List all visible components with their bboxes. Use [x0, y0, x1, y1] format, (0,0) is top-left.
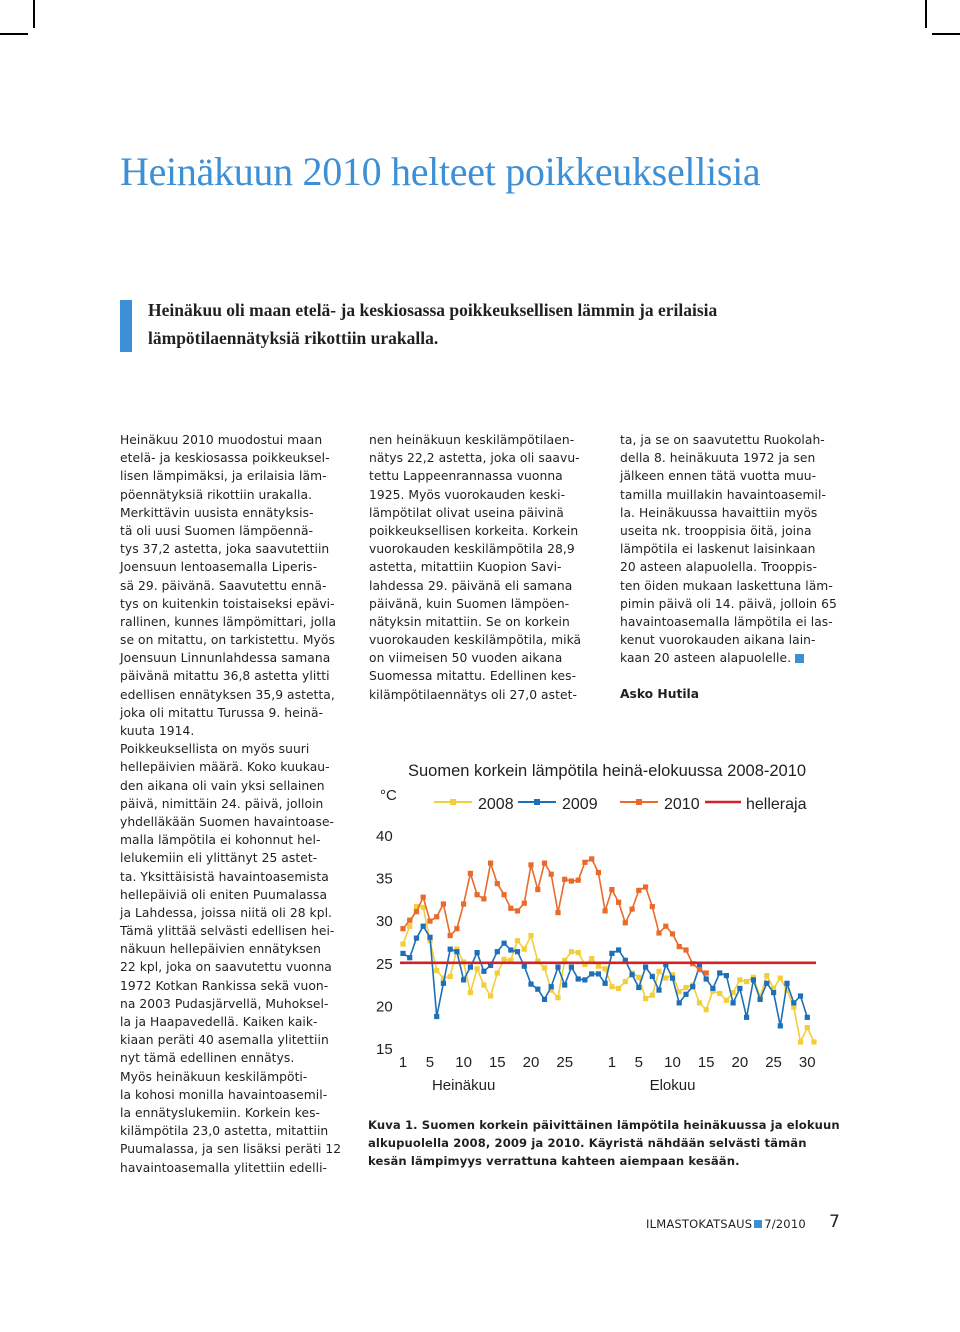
data-point-2009: [502, 941, 507, 946]
data-point-2009: [441, 981, 446, 986]
data-point-2008: [764, 973, 769, 978]
crop-mark: [33, 0, 35, 28]
body-text-line: lelukemiin eli ylittänyt 25 astet-: [120, 851, 318, 866]
body-text-line: poikkeuksellisen korkeita. Korkein: [369, 523, 579, 538]
x-tick-label: 20: [522, 1054, 540, 1071]
body-text-line: tettu Lappeenrannassa vuonna: [369, 469, 563, 484]
data-point-2010: [697, 967, 702, 972]
body-text-line: 1925. Myös vuorokauden keski-: [369, 487, 566, 502]
data-point-2008: [697, 1000, 702, 1005]
body-text-line: kenut vuorokauden aikana lain-: [620, 633, 816, 648]
crop-mark: [932, 33, 960, 35]
data-point-2008: [407, 924, 412, 929]
data-point-2009: [771, 990, 776, 995]
data-point-2009: [609, 951, 614, 956]
data-point-2008: [656, 969, 661, 974]
data-point-2009: [805, 1015, 810, 1020]
data-point-2009: [400, 951, 405, 956]
body-text-line: 22 kpl, joka on saavutettu vuonna: [120, 960, 332, 975]
body-text-line: Tämä ylittää selvästi edellisen hei-: [120, 924, 335, 939]
body-text-line: 1972 Kotkan Rankissa sekä vuon-: [120, 978, 329, 993]
x-tick-label: 25: [765, 1054, 782, 1071]
body-text-line: ta. Yksittäisistä havaintoasemista: [120, 869, 329, 884]
body-text-line: la kohosi monilla havaintoasemil-: [120, 1087, 328, 1102]
body-text-line: etelä- ja keskiosassa poikkeuksel-: [120, 451, 330, 466]
body-text-line: ten öiden mukaan laskettuna läm-: [620, 578, 833, 593]
caption-line: alkupuolella 2008, 2009 ja 2010. Käyristä nähdään selvästi tämän: [368, 1136, 807, 1150]
series-line-2008: [403, 907, 814, 1042]
data-point-2009: [764, 981, 769, 986]
body-text-line: ja Lahdessa, joissa niitä oli 28 kpl.: [120, 905, 333, 920]
author: Asko Hutila: [620, 687, 700, 701]
data-point-2010: [683, 947, 688, 952]
y-tick-label: 20: [376, 998, 393, 1016]
data-point-2008: [522, 947, 527, 952]
data-point-2009: [555, 965, 560, 970]
data-point-2010: [535, 887, 540, 892]
data-point-2010: [643, 884, 648, 889]
data-point-2009: [542, 997, 547, 1002]
data-point-2010: [576, 878, 581, 883]
data-point-2010: [502, 892, 507, 897]
data-point-2010: [441, 901, 446, 906]
body-text-line: havaintoasemalla ylitettiin edelli-: [120, 1160, 328, 1175]
data-point-2008: [569, 949, 574, 954]
x-tick-label: 5: [634, 1054, 643, 1071]
data-point-2010: [650, 904, 655, 909]
body-text-line: kilämpötila 23,0 astetta, mitattiin: [120, 1124, 329, 1139]
body-text-line: näkuun hellepäivien ennätyksen: [120, 942, 322, 957]
data-point-2010: [400, 926, 405, 931]
body-text-line: useita nk. trooppisia öitä, joina: [620, 523, 812, 538]
data-point-2008: [555, 995, 560, 1000]
data-point-2009: [468, 965, 473, 970]
data-point-2008: [589, 956, 594, 961]
data-point-2009: [737, 986, 742, 991]
data-point-2009: [798, 993, 803, 998]
data-point-2009: [414, 936, 419, 941]
y-tick-label: 35: [376, 870, 393, 888]
data-point-2010: [427, 919, 432, 924]
body-text-line: tä oli uusi Suomen lämpöennä-: [120, 523, 314, 538]
data-point-2008: [737, 977, 742, 982]
body-text-line: tys on kuitenkin toistaiseksi epävi-: [120, 596, 335, 611]
body-text-line: nen heinäkuun keskilämpötilaen-: [369, 433, 575, 447]
lead-accent-bar: [120, 300, 132, 352]
x-group-label: Elokuu: [649, 1077, 696, 1094]
crop-mark: [925, 0, 927, 28]
data-point-2009: [704, 976, 709, 981]
data-point-2008: [603, 966, 608, 971]
data-point-2008: [528, 933, 533, 938]
data-point-2009: [784, 981, 789, 986]
body-text-line: Myös heinäkuun keskilämpöti-: [120, 1069, 308, 1084]
data-point-2008: [744, 979, 749, 984]
y-tick-label: 30: [376, 913, 393, 931]
data-point-2009: [427, 935, 432, 940]
data-point-2008: [798, 1039, 803, 1044]
footer-publication: [646, 1217, 806, 1231]
data-point-2010: [656, 930, 661, 935]
data-point-2009: [690, 984, 695, 989]
temperature-chart: [366, 752, 826, 1102]
data-point-2010: [663, 924, 668, 929]
body-text-line: Puumalassa, ja sen lisäksi peräti 12: [120, 1142, 342, 1157]
legend-label-2008: 2008: [478, 796, 514, 813]
data-point-2009: [596, 971, 601, 976]
body-text-line: vuorokauden keskilämpötila 28,9: [369, 542, 575, 557]
body-text-line: rallinen, kunnes lämpömittari, jolla: [120, 614, 337, 629]
x-tick-label: 15: [697, 1054, 715, 1071]
body-text-line: Merkittävin uusista ennätyksis-: [120, 505, 314, 520]
y-tick-label: 40: [376, 828, 393, 846]
body-text-line: on viimeisen 50 vuoden aikana: [369, 651, 563, 666]
data-point-2009: [582, 977, 587, 982]
body-text-line: lisen lämpimäksi, ja erilaisia läm-: [120, 469, 327, 484]
body-text-line: Joensuun Linnunlahdessa samana: [120, 651, 331, 666]
data-point-2009: [616, 947, 621, 952]
data-point-2010: [414, 909, 419, 914]
data-point-2009: [448, 947, 453, 952]
body-text-line: nyt tämä edellinen ennätys.: [120, 1051, 295, 1066]
data-point-2010: [495, 881, 500, 886]
body-text-line: malla lämpötila ei kohonnut hel-: [120, 833, 321, 848]
x-tick-label: 10: [664, 1054, 681, 1071]
body-text-line: yhdelläkään Suomen havaintoase-: [120, 814, 335, 829]
y-tick-label: 15: [376, 1041, 393, 1058]
data-point-2009: [475, 950, 480, 955]
data-point-2009: [535, 987, 540, 992]
data-point-2009: [528, 982, 533, 987]
body-text-line: Heinäkuu 2010 muodostui maan: [120, 433, 323, 447]
data-point-2008: [596, 964, 601, 969]
data-point-2009: [778, 1023, 783, 1028]
data-point-2010: [677, 944, 682, 949]
body-text-line: pöennätyksiä rikottiin urakalla.: [120, 487, 313, 502]
x-tick-label: 5: [425, 1054, 435, 1071]
data-point-2010: [542, 861, 547, 866]
body-text-line: lämpötilat olivat useina päivinä: [369, 505, 564, 520]
data-point-2008: [805, 1025, 810, 1030]
x-tick-label: 30: [798, 1054, 816, 1071]
data-point-2008: [636, 975, 641, 980]
data-point-2008: [650, 993, 655, 998]
data-point-2008: [481, 982, 486, 987]
data-point-2009: [677, 1000, 682, 1005]
data-point-2009: [562, 982, 567, 987]
data-point-2010: [609, 887, 614, 892]
legend-marker-2009: [534, 799, 540, 805]
body-text-line: päivänä mitattu 36,8 astetta ylitti: [120, 669, 330, 684]
x-tick-label: 25: [556, 1054, 574, 1071]
data-point-2010: [589, 856, 594, 861]
data-point-2009: [421, 924, 426, 929]
data-point-2008: [448, 974, 453, 979]
page-number: 7: [829, 1212, 840, 1232]
data-point-2010: [549, 872, 554, 877]
body-text-line: pimin päivä oli 14. päivä, jolloin 65: [620, 596, 837, 611]
data-point-2010: [434, 914, 439, 919]
body-column-2: [369, 431, 594, 704]
data-point-2010: [569, 878, 574, 883]
body-text-line: joka oli mitattu Turussa 9. heinä-: [120, 705, 324, 720]
legend-marker-2010: [636, 799, 642, 805]
data-point-2010: [515, 908, 520, 913]
body-text-line: na 2003 Pudasjärvellä, Muhoksel-: [120, 996, 329, 1011]
data-point-2010: [636, 888, 641, 893]
data-point-2008: [400, 942, 405, 947]
data-point-2008: [623, 979, 628, 984]
data-point-2010: [596, 870, 601, 875]
body-text-line: della 8. heinäkuuta 1972 ja sen: [620, 451, 816, 466]
footer-square-icon: [754, 1220, 762, 1228]
body-text-line: sä 29. päivänä. Saavutettu ennä-: [120, 578, 327, 593]
body-text-line: la ennätyslukemiin. Korkein kes-: [120, 1105, 321, 1120]
data-point-2010: [670, 931, 675, 936]
data-point-2009: [724, 973, 729, 978]
body-text-line: den aikana oli vain yksi sellainen: [120, 778, 325, 793]
body-text-line: jälkeen ennen tätä vuotta muu-: [620, 469, 817, 484]
y-axis-unit: °C: [380, 787, 397, 804]
data-point-2008: [609, 984, 614, 989]
body-text-line: päivä, nimittäin 24. päivä, jolloin: [120, 796, 324, 811]
data-point-2010: [454, 926, 459, 931]
page-title: Heinäkuun 2010 helteet poikkeuksellisia: [120, 149, 761, 194]
data-point-2009: [791, 1000, 796, 1005]
data-point-2010: [421, 895, 426, 900]
body-text-line: 20 asteen alapuolella. Trooppis-: [620, 560, 817, 575]
data-point-2010: [481, 896, 486, 901]
data-point-2008: [495, 970, 500, 975]
body-text-line: se on mitattu, on tarkistettu. Myös: [120, 633, 335, 648]
legend-label-helleraja: helleraja: [746, 796, 807, 813]
data-point-2009: [407, 955, 412, 960]
data-point-2010: [582, 860, 587, 865]
x-tick-label: 15: [488, 1054, 506, 1071]
data-point-2008: [616, 986, 621, 991]
y-tick-label: 25: [376, 955, 393, 973]
data-point-2009: [656, 988, 661, 993]
body-text-line: astetta, mitattiin Kuopion Savi-: [369, 560, 562, 575]
data-point-2008: [515, 938, 520, 943]
data-point-2008: [663, 976, 668, 981]
body-column-3: [620, 431, 845, 667]
legend-label-2010: 2010: [664, 796, 700, 813]
legend-marker-2008: [450, 799, 456, 805]
data-point-2009: [717, 970, 722, 975]
data-point-2010: [488, 861, 493, 866]
body-text-line: la ja Haapavedellä. Kaiken kaik-: [120, 1015, 318, 1029]
data-point-2008: [468, 990, 473, 995]
data-point-2008: [502, 957, 507, 962]
body-text-line: kaan 20 asteen alapuolelle.: [620, 649, 845, 667]
figure-caption: [368, 1116, 840, 1170]
data-point-2010: [475, 892, 480, 897]
body-text-line: hellepäiviä oli eniten Puumalassa: [120, 887, 328, 902]
issue-number: 7/2010: [764, 1217, 806, 1231]
x-tick-label: 20: [731, 1054, 749, 1071]
data-point-2009: [751, 977, 756, 982]
data-point-2009: [670, 976, 675, 981]
body-text-line: päivänä, kuin Suomen lämpöen-: [369, 596, 570, 611]
body-text-line: havaintoasemalla lämpötila ei las-: [620, 614, 833, 629]
data-point-2009: [650, 974, 655, 979]
body-text-line: kiaan peräti 40 asemalla ylitettiin: [120, 1033, 329, 1048]
data-point-2010: [555, 910, 560, 915]
data-point-2009: [731, 1000, 736, 1005]
lead-paragraph-line: lämpötilaennätyksiä rikottiin urakalla.: [148, 328, 439, 348]
body-text-line: Joensuun lentoasemalla Liperis-: [120, 560, 318, 575]
data-point-2009: [589, 971, 594, 976]
body-text-line: Poikkeuksellista on myös suuri: [120, 742, 310, 757]
data-point-2009: [758, 997, 763, 1002]
data-point-2010: [528, 862, 533, 867]
body-text-line: hellepäivien määrä. Koko kuukau-: [120, 760, 330, 775]
lead-paragraph-line: Heinäkuu oli maan etelä- ja keskiosassa poikkeuksellisen lämmin ja erilaisia: [148, 300, 718, 320]
data-point-2008: [576, 950, 581, 955]
x-tick-label: 1: [607, 1054, 617, 1071]
data-point-2010: [623, 920, 628, 925]
body-text-line: nätyksin mitattiin. Se on korkein: [369, 614, 570, 629]
data-point-2009: [710, 986, 715, 991]
data-point-2009: [508, 947, 513, 952]
data-point-2009: [576, 976, 581, 981]
data-point-2008: [542, 965, 547, 970]
data-point-2010: [616, 900, 621, 905]
caption-line: Kuva 1. Suomen korkein päivittäinen lämpötila heinäkuussa ja elokuun: [368, 1118, 840, 1132]
data-point-2009: [461, 977, 466, 982]
data-point-2010: [562, 877, 567, 882]
data-point-2009: [515, 949, 520, 954]
data-point-2009: [481, 969, 486, 974]
data-point-2009: [454, 949, 459, 954]
body-text-line: la. Heinäkuussa havaittiin myös: [620, 505, 818, 520]
end-square-icon: [795, 654, 804, 663]
data-point-2008: [643, 996, 648, 1001]
data-point-2009: [522, 964, 527, 969]
crop-mark: [0, 33, 28, 35]
data-point-2009: [643, 965, 648, 970]
data-point-2010: [522, 901, 527, 906]
x-group-label: Heinäkuu: [431, 1077, 496, 1094]
data-point-2008: [778, 976, 783, 981]
data-point-2009: [744, 1015, 749, 1020]
legend-label-2009: 2009: [562, 796, 598, 813]
data-point-2010: [603, 908, 608, 913]
body-text-line: tamilla muillakin havaintoasemil-: [620, 487, 826, 502]
caption-line: kesän lämpimyys verrattuna kahteen aiempaan kesään.: [368, 1154, 740, 1168]
body-text-line: lahdessa 29. päivänä eli samana: [369, 578, 573, 593]
data-point-2008: [488, 993, 493, 998]
body-text-line: vuorokauden keskilämpötila, mikä: [369, 633, 582, 648]
body-column-1: [120, 431, 350, 1177]
data-point-2009: [683, 992, 688, 997]
body-text-line: tys 37,2 astetta, joka saavutettiin: [120, 542, 330, 557]
data-point-2008: [717, 991, 722, 996]
body-text-line: kilämpötilaennätys oli 27,0 astet-: [369, 687, 577, 702]
data-point-2010: [508, 906, 513, 911]
body-text-line: nätys 22,2 astetta, joka oli saavu-: [369, 451, 580, 466]
body-text-line: edellisen ennätyksen 35,9 astetta,: [120, 687, 335, 702]
data-point-2010: [448, 933, 453, 938]
body-text-line: lämpötila ei laskenut laisinkaan: [620, 542, 816, 557]
data-point-2008: [811, 1039, 816, 1044]
data-point-2009: [603, 981, 608, 986]
data-point-2010: [461, 901, 466, 906]
data-point-2010: [468, 871, 473, 876]
data-point-2009: [549, 984, 554, 989]
x-tick-label: 1: [398, 1054, 408, 1071]
data-point-2009: [495, 949, 500, 954]
data-point-2008: [434, 968, 439, 973]
body-text-line: ta, ja se on saavutettu Ruokolah-: [620, 433, 825, 447]
data-point-2009: [434, 1014, 439, 1019]
body-text-line: kuuta 1914.: [120, 724, 195, 738]
body-text-line: Suomessa mitattu. Edellinen kes-: [369, 669, 577, 684]
series-line-2009: [403, 926, 807, 1026]
data-point-2008: [704, 1007, 709, 1012]
data-point-2008: [724, 998, 729, 1003]
data-point-2010: [630, 907, 635, 912]
magazine-name: ILMASTOKATSAUS: [646, 1217, 753, 1231]
data-point-2009: [636, 985, 641, 990]
data-point-2008: [475, 966, 480, 971]
chart-title: Suomen korkein lämpötila heinä-elokuussa 2008-2010: [408, 762, 807, 780]
x-tick-label: 10: [455, 1054, 472, 1071]
data-point-2009: [569, 965, 574, 970]
data-point-2010: [407, 918, 412, 923]
data-point-2010: [704, 970, 709, 975]
data-point-2009: [630, 972, 635, 977]
data-point-2008: [683, 985, 688, 990]
